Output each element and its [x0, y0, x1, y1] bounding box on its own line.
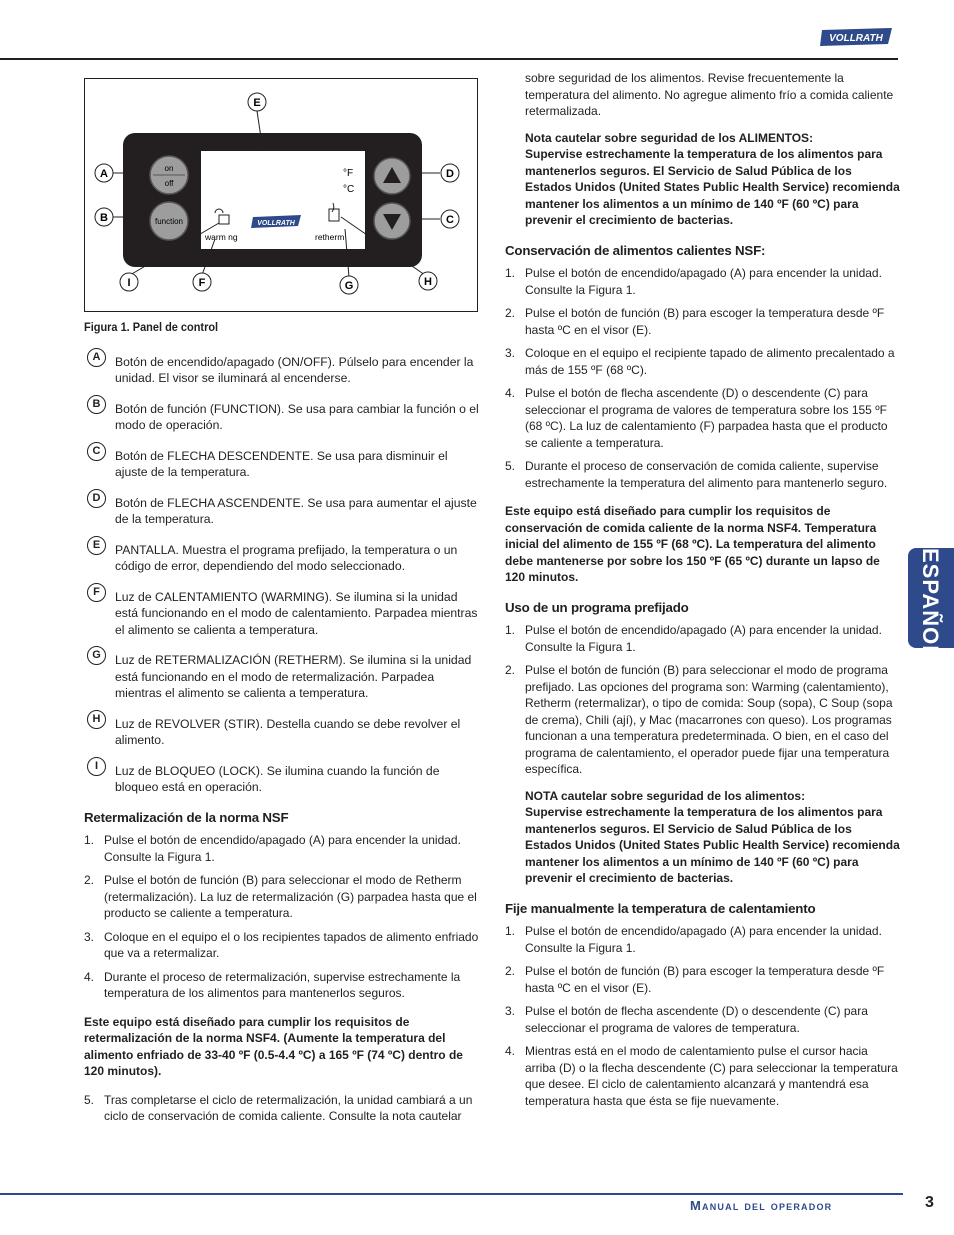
continued-text: sobre seguridad de los alimentos. Revise frecuentemente la temperatura del alimento. No agregue alimento frío a comida caliente retermalizada. [525, 71, 894, 118]
language-tab: ESPAÑOL [908, 548, 954, 648]
svg-text:F: F [198, 277, 206, 289]
list-item: 3. Coloque en el equipo el o los recipientes tapados de alimento enfriado que va a retermalizar. [84, 929, 479, 960]
svg-text:on: on [164, 164, 174, 173]
list-item: 3. Coloque en el equipo el recipiente tapado de alimento precalentado a más de 155 ºF (68 ºC). [505, 346, 895, 377]
hot-holding-nsf-note: Este equipo está diseñado para cumplir los requisitos de conservación de comida caliente de la norma NSF4. Temperatura inicial del alimento de 155 ºF (68 ºC). La temperatura del alimento debe mantenerse por sobre los 150 ºF (65 ºC) durante un lapso de 120 minutos. [505, 504, 880, 584]
retherm-steps [84, 832, 480, 1002]
page-number: 3 [925, 1194, 934, 1211]
list-item: 4. Mientras está en el modo de calentamiento pulse el cursor hacia arriba (D) o la flecha descendente (C) para seleccionar la temperatura que desee. El ciclo de calentamiento alcanzará y mantendrá esa temperatura hasta que ésta se fije nuevamente. [505, 1044, 898, 1108]
legend-item-h: H Luz de REVOLVER (STIR). Destella cuando se debe revolver el alimento. [84, 716, 480, 749]
svg-text:H: H [424, 276, 432, 288]
svg-text:VOLLRATH: VOLLRATH [829, 33, 883, 44]
list-item: 5. Tras completarse el ciclo de retermalización, la unidad cambiará a un ciclo de conservación de comida caliente. Consulte la nota cautelar [84, 1092, 473, 1123]
legend-item-e: E PANTALLA. Muestra el programa prefijado, la temperatura o un código de error, dependiendo del modo seleccionado. [84, 542, 480, 575]
svg-text:C: C [446, 214, 454, 226]
legend-item-d: D Botón de FLECHA ASCENDENTE. Se usa para aumentar el ajuste de la temperatura. [84, 495, 480, 528]
retherm-nsf-note: Este equipo está diseñado para cumplir los requisitos de retermalización de la norma NSF4. (Aumente la temperatura del alimento enfriado de 33-40 ºF (0.5-4.4 ºC) a 165 ºF (74 ºC) dentro de 120 minutos). [84, 1014, 463, 1078]
svg-text:°F: °F [343, 168, 354, 179]
hot-holding-heading: Conservación de alimentos calientes NSF: [505, 242, 766, 258]
svg-text:warm ng: warm ng [205, 232, 238, 242]
svg-text:VOLLRATH: VOLLRATH [257, 220, 295, 227]
svg-text:B: B [100, 212, 108, 224]
retherm-heading: Retermalización de la norma NSF [84, 809, 289, 825]
preset-caution: NOTA cautelar sobre seguridad de los alimentos: Supervise estrechamente la temperatura de los alimentos para mantenerlos seguros. El Servicio de Salud Pública de los Estados Unidos (United States Public Health Service) recomienda mantener los alimentos a un mínimo de 140 ºF (60 ºC) para prevenir el crecimiento de bacterias. [525, 788, 900, 885]
list-item: 2. Pulse el botón de función (B) para seleccionar el modo de Retherm (retermalización). La luz de retermalización (G) parpadea hasta que el producto se caliente a temperatura. [84, 873, 477, 920]
list-item: 1. Pulse el botón de encendido/apagado (A) para encender la unidad. Consulte la Figura 1. [84, 833, 461, 864]
svg-text:E: E [253, 97, 261, 109]
vollrath-logo [818, 26, 896, 48]
svg-text:off: off [164, 179, 174, 188]
svg-text:function: function [154, 217, 184, 226]
preset-heading: Uso de un programa prefijado [505, 599, 689, 615]
footer-rule [0, 1193, 903, 1195]
retherm-steps-cont [84, 1092, 480, 1125]
legend-item-c: C Botón de FLECHA DESCENDENTE. Se usa para disminuir el ajuste de la temperatura. [84, 448, 480, 481]
list-item: 4. Durante el proceso de retermalización, supervise estrechamente la temperatura de los alimentos para mantenerlos seguros. [84, 969, 461, 1000]
svg-text:A: A [100, 168, 108, 180]
list-item: 2. Pulse el botón de función (B) para escoger la temperatura desde ºF hasta ºC en el visor (E). [505, 964, 885, 995]
legend-item-a: A Botón de encendido/apagado (ON/OFF). Púlselo para encender la unidad. El visor se iluminará al encenderse. [84, 354, 480, 387]
food-safety-caution: Nota cautelar sobre seguridad de los ALIMENTOS: Supervise estrechamente la temperatura de los alimentos para mantenerlos seguros. El Servicio de Salud Pública de los Estados Unidos (United States Public Health Service) recomienda mantener los alimentos a un mínimo de 140 ºF (60 ºC) para prevenir el crecimiento de bacterias. [525, 130, 900, 227]
manual-steps [505, 923, 901, 1109]
list-item: 4. Pulse el botón de flecha ascendente (D) o descendente (C) para seleccionar el programa de valores de temperatura sobre los 155 ºF (68 ºC). La luz de calentamiento (F) parpadea hasta que el producto se caliente a temperatura. [505, 386, 888, 450]
list-item: 1. Pulse el botón de encendido/apagado (A) para encender la unidad. Consulte la Figura 1. [505, 924, 882, 955]
hot-holding-steps [505, 265, 901, 491]
svg-text:D: D [446, 168, 454, 180]
list-item: 2. Pulse el botón de función (B) para seleccionar el modo de programa prefijado. Las opciones del programa son: Warming (calentamiento), Retherm (retermalizar), o tipo de comida: Soup (sopa), C Soup (sopa de crema), Chili (ají), y Mac (macarrones con queso). Los programas funcionan a una temperatura predeterminada. O bien, en el caso del programa de calentamiento, el operador puede fijar una temperatura específica. [505, 663, 893, 776]
manual-heading: Fije manualmente la temperatura de calentamiento [505, 900, 816, 916]
svg-text:I: I [127, 277, 131, 289]
legend-list [84, 350, 480, 796]
svg-text:°C: °C [343, 184, 355, 195]
right-column [505, 70, 901, 1116]
list-item: 1. Pulse el botón de encendido/apagado (A) para encender la unidad. Consulte la Figura 1. [505, 266, 882, 297]
svg-text:retherm: retherm [315, 232, 345, 242]
legend-item-b: B Botón de función (FUNCTION). Se usa para cambiar la función o el modo de operación. [84, 401, 480, 434]
list-item: 5. Durante el proceso de conservación de comida caliente, supervise estrechamente la temperatura del alimento para mantenerlo seguro. [505, 459, 888, 490]
legend-item-i: I Luz de BLOQUEO (LOCK). Se ilumina cuando la función de bloqueo está en operación. [84, 763, 480, 796]
figure-caption: Figura 1. Panel de control [84, 320, 219, 334]
header-rule [0, 58, 898, 60]
preset-steps [505, 622, 901, 778]
list-item: 3. Pulse el botón de flecha ascendente (D) o descendente (C) para seleccionar el programa de valores de temperatura. [505, 1004, 868, 1035]
svg-text:G: G [344, 280, 354, 292]
left-column [84, 78, 480, 1132]
footer-title: Manual del operador [690, 1198, 833, 1213]
list-item: 1. Pulse el botón de encendido/apagado (A) para encender la unidad. Consulte la Figura 1. [505, 623, 882, 654]
legend-item-g: G Luz de RETERMALIZACIÓN (RETHERM). Se ilumina si la unidad está funcionando en el modo de retermalización. Parpadea mientras el alimento se calienta a temperatura. [84, 652, 480, 702]
control-panel-diagram [85, 79, 479, 313]
list-item: 2. Pulse el botón de función (B) para escoger la temperatura desde ºF hasta ºC en el visor (E). [505, 306, 885, 337]
control-panel-figure [84, 78, 478, 312]
legend-item-f: F Luz de CALENTAMIENTO (WARMING). Se ilumina si la unidad está funcionando en el modo de calentamiento. Parpadea mientras el alimento se calienta a temperatura. [84, 589, 480, 639]
